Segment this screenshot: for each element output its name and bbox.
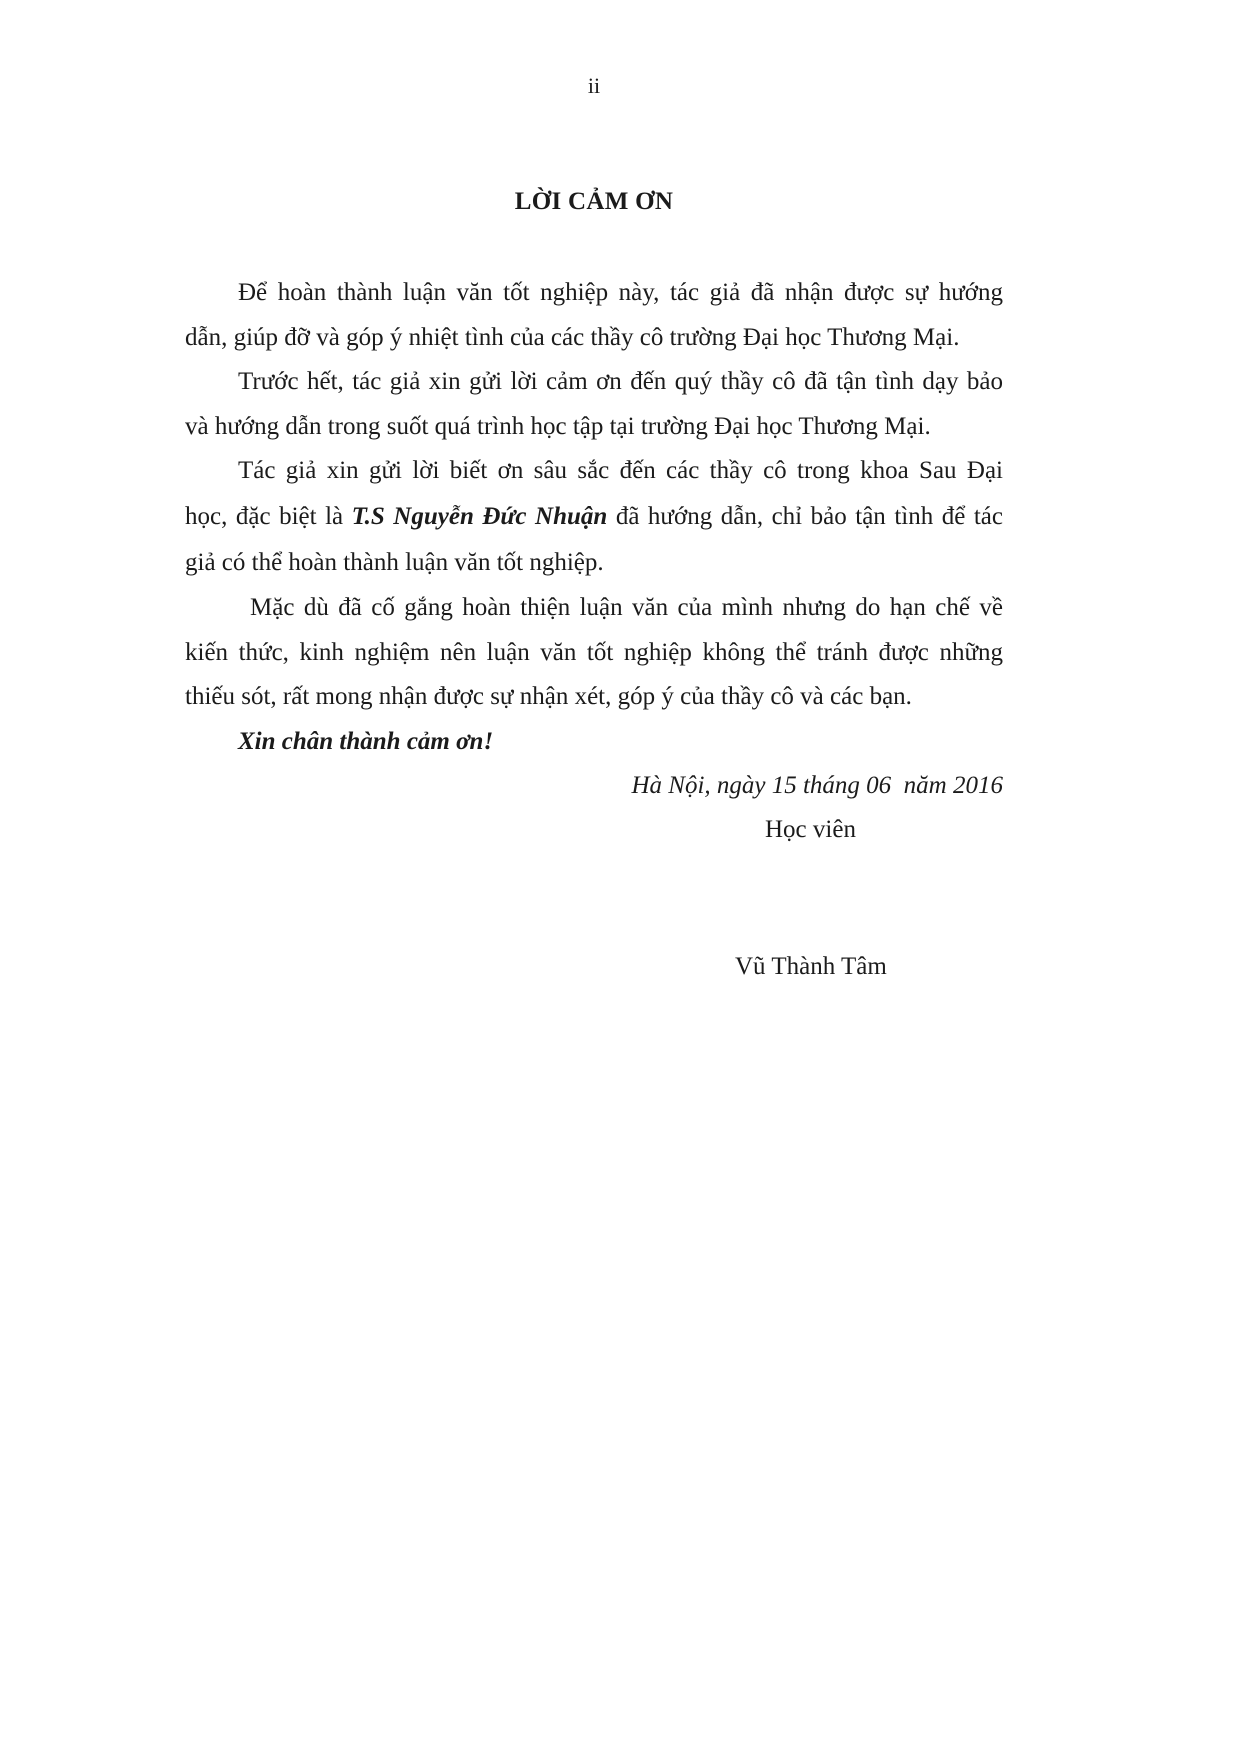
- paragraph-3-line-2-after: đã hướng dẫn, chỉ bảo tận tình để tác: [607, 503, 1003, 530]
- closing-thanks: Xin chân thành cảm ơn!: [238, 728, 494, 755]
- paragraph-2-line-2: và hướng dẫn trong suốt quá trình học tập tại trường Đại học Thương Mại.: [185, 413, 931, 440]
- place-and-date: Hà Nội, ngày 15 tháng 06 năm 2016: [631, 772, 1003, 799]
- supervisor-name: T.S Nguyễn Đức Nhuận: [351, 503, 608, 530]
- signer-name: Vũ Thành Tâm: [735, 953, 887, 980]
- paragraph-3-line-2-before: học, đặc biệt là: [185, 503, 352, 530]
- paragraph-1-line-2: dẫn, giúp đỡ và góp ý nhiệt tình của các thầy cô trường Đại học Thương Mại.: [185, 324, 960, 351]
- paragraph-3-line-2: [185, 501, 1003, 533]
- paragraph-3-line-1: Tác giả xin gửi lời biết ơn sâu sắc đến các thầy cô trong khoa Sau Đại: [238, 457, 1003, 484]
- signer-role: Học viên: [765, 816, 856, 843]
- paragraph-4-line-1: Mặc dù đã cố gắng hoàn thiện luận văn của mình nhưng do hạn chế về: [250, 594, 1003, 621]
- paragraph-3-line-3: giả có thể hoàn thành luận văn tốt nghiệp.: [185, 549, 604, 576]
- page-title: LỜI CẢM ƠN: [514, 188, 674, 215]
- paragraph-1-line-1: Để hoàn thành luận văn tốt nghiệp này, tác giả đã nhận được sự hướng: [238, 279, 1003, 306]
- paragraph-4-line-2: kiến thức, kinh nghiệm nên luận văn tốt nghiệp không thể tránh được những: [185, 639, 1003, 666]
- page-number: ii: [587, 73, 601, 98]
- paragraph-2-line-1: Trước hết, tác giả xin gửi lời cảm ơn đến quý thầy cô đã tận tình dạy bảo: [238, 368, 1003, 395]
- paragraph-4-line-3: thiếu sót, rất mong nhận được sự nhận xét, góp ý của thầy cô và các bạn.: [185, 683, 912, 710]
